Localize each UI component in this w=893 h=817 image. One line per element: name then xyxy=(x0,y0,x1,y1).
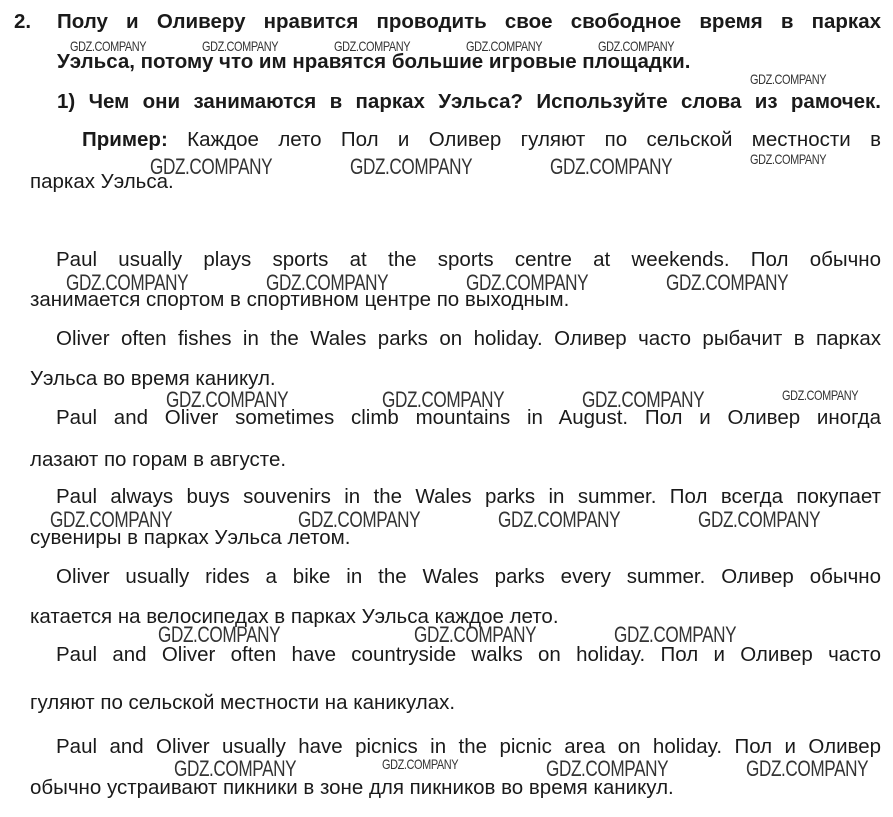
answer-2-line2: Уэльса во время каникул. xyxy=(30,367,276,390)
watermark: GDZ.COMPANY xyxy=(614,622,737,647)
answer-1-line2: занимается спортом в спортивном центре по выходным. xyxy=(30,288,570,311)
watermark: GDZ.COMPANY xyxy=(202,38,279,54)
watermark: GDZ.COMPANY xyxy=(266,270,389,295)
answer-6-line1: Paul and Oliver often have countryside walks on holiday. Пол и Оливер часто xyxy=(56,643,881,666)
example-line1 xyxy=(82,128,881,152)
watermark: GDZ.COMPANY xyxy=(598,38,675,54)
watermark: GDZ.COMPANY xyxy=(466,38,543,54)
watermark: GDZ.COMPANY xyxy=(582,387,705,412)
watermark: GDZ.COMPANY xyxy=(70,38,147,54)
answer-5-line2: катается на велосипедах в парках Уэльса каждое лето. xyxy=(30,605,559,628)
answer-4-line1: Paul always buys souvenirs in the Wales parks in summer. Пол всегда покупает xyxy=(56,485,881,508)
watermark: GDZ.COMPANY xyxy=(382,756,459,772)
watermark: GDZ.COMPANY xyxy=(298,507,421,532)
watermark: GDZ.COMPANY xyxy=(174,756,297,781)
watermark: GDZ.COMPANY xyxy=(666,270,789,295)
answer-5-line1: Oliver usually rides a bike in the Wales parks every summer. Оливер обычно xyxy=(56,565,881,588)
task-title-line2: Уэльса, потому что им нравятся большие игровые площадки. xyxy=(57,50,691,73)
task-title-line1: Полу и Оливеру нравится проводить свое свободное время в парках xyxy=(57,10,881,33)
answer-2-line1: Oliver often fishes in the Wales parks on holiday. Оливер часто рыбачит в парках xyxy=(56,327,881,350)
task-question: 1) Чем они занимаются в парках Уэльса? Используйте слова из рамочек. xyxy=(57,90,881,113)
example-text: Каждое лето Пол и Оливер гуляют по сельской местности в xyxy=(187,128,881,151)
watermark: GDZ.COMPANY xyxy=(150,154,273,179)
answer-7-line2: обычно устраивают пикники в зоне для пикников во время каникул. xyxy=(30,776,674,799)
answer-3-line2: лазают по горам в августе. xyxy=(30,448,287,471)
watermark: GDZ.COMPANY xyxy=(498,507,621,532)
watermark: GDZ.COMPANY xyxy=(158,622,281,647)
watermark: GDZ.COMPANY xyxy=(350,154,473,179)
watermark: GDZ.COMPANY xyxy=(166,387,289,412)
answer-3-line1: Paul and Oliver sometimes climb mountains in August. Пол и Оливер иногда xyxy=(56,406,881,429)
watermark: GDZ.COMPANY xyxy=(550,154,673,179)
watermark: GDZ.COMPANY xyxy=(414,622,537,647)
watermark: GDZ.COMPANY xyxy=(782,387,859,403)
watermark: GDZ.COMPANY xyxy=(746,756,869,781)
watermark: GDZ.COMPANY xyxy=(50,507,173,532)
watermark: GDZ.COMPANY xyxy=(466,270,589,295)
example-label: Пример: xyxy=(82,128,168,151)
watermark: GDZ.COMPANY xyxy=(750,71,827,87)
answer-1-line1: Paul usually plays sports at the sports centre at weekends. Пол обычно xyxy=(56,248,881,271)
watermark: GDZ.COMPANY xyxy=(382,387,505,412)
answer-6-line2: гуляют по сельской местности на каникулах. xyxy=(30,691,456,714)
watermark: GDZ.COMPANY xyxy=(750,151,827,167)
watermark: GDZ.COMPANY xyxy=(334,38,411,54)
watermark: GDZ.COMPANY xyxy=(546,756,669,781)
example-line2: парках Уэльса. xyxy=(30,170,174,193)
watermark: GDZ.COMPANY xyxy=(66,270,189,295)
task-number: 2. xyxy=(14,10,32,33)
answer-7-line1: Paul and Oliver usually have picnics in the picnic area on holiday. Пол и Оливер xyxy=(56,735,881,758)
answer-4-line2: сувениры в парках Уэльса летом. xyxy=(30,526,351,549)
watermark: GDZ.COMPANY xyxy=(698,507,821,532)
